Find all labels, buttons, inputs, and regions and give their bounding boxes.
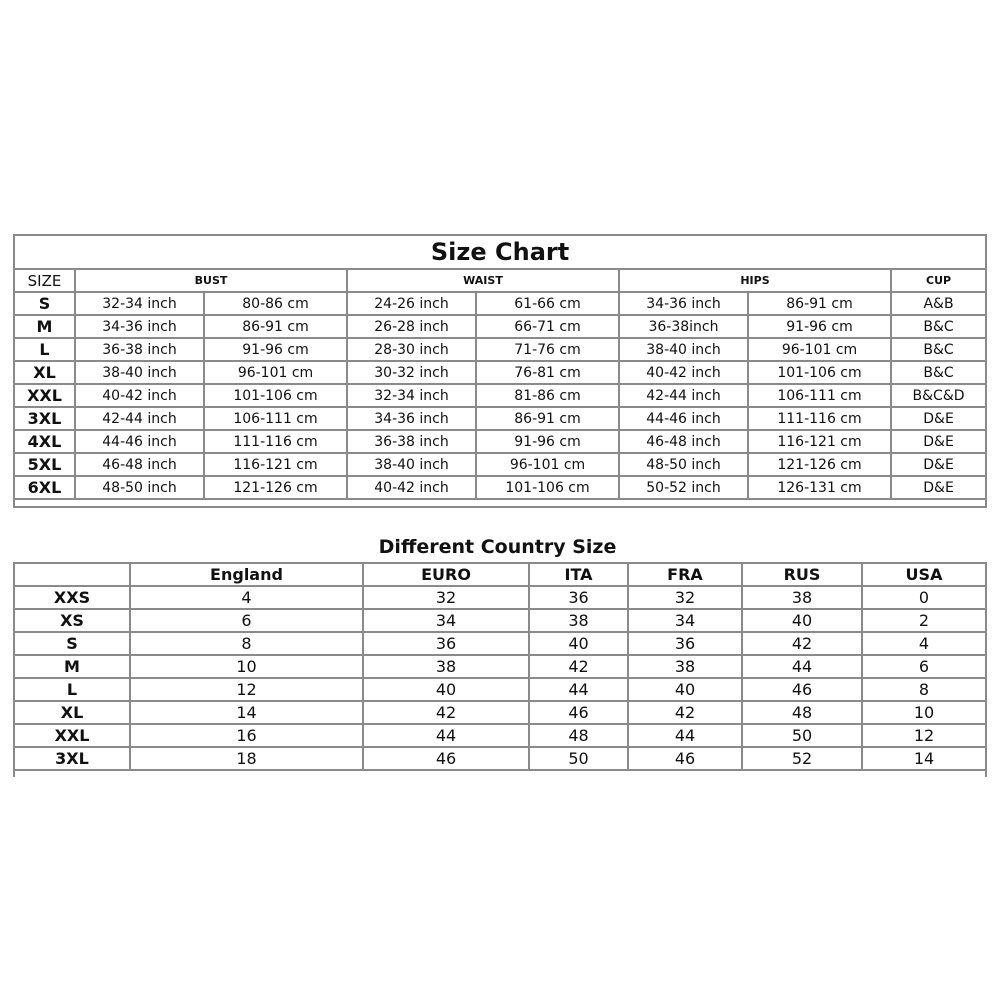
hips-cm-cell: 101-106 cm xyxy=(748,361,891,384)
country-column-header: USA xyxy=(862,563,986,586)
country-size-label-cell: XS xyxy=(14,609,130,632)
country-size-value-cell: 46 xyxy=(363,747,529,770)
size-chart-row xyxy=(14,476,986,499)
country-size-row xyxy=(14,609,986,632)
waist-inch-cell: 36-38 inch xyxy=(347,430,476,453)
hips-cm-cell: 111-116 cm xyxy=(748,407,891,430)
country-size-row xyxy=(14,655,986,678)
country-size-label-cell: S xyxy=(14,632,130,655)
country-size-value-cell: 36 xyxy=(363,632,529,655)
country-size-value-cell: 42 xyxy=(529,655,628,678)
bust-cm-cell: 91-96 cm xyxy=(204,338,347,361)
cup-cell: B&C&D xyxy=(891,384,986,407)
country-size-value-cell: 44 xyxy=(529,678,628,701)
bust-cm-cell: 121-126 cm xyxy=(204,476,347,499)
waist-cm-cell: 91-96 cm xyxy=(476,430,619,453)
hips-inch-cell: 38-40 inch xyxy=(619,338,748,361)
country-size-label-cell: L xyxy=(14,678,130,701)
country-size-value-cell: 40 xyxy=(529,632,628,655)
country-size-value-cell: 12 xyxy=(130,678,363,701)
country-size-value-cell: 42 xyxy=(628,701,742,724)
country-size-bottom-spacer xyxy=(14,770,986,777)
bust-cm-cell: 116-121 cm xyxy=(204,453,347,476)
country-size-label-cell: XL xyxy=(14,701,130,724)
bust-inch-cell: 46-48 inch xyxy=(75,453,204,476)
hips-inch-cell: 48-50 inch xyxy=(619,453,748,476)
size-chart-bottom-spacer-cell xyxy=(14,499,986,507)
hips-cm-cell: 96-101 cm xyxy=(748,338,891,361)
country-size-value-cell: 8 xyxy=(862,678,986,701)
waist-inch-cell: 40-42 inch xyxy=(347,476,476,499)
country-size-label-cell: 3XL xyxy=(14,747,130,770)
size-column-header: SIZE xyxy=(14,269,75,292)
country-size-value-cell: 46 xyxy=(628,747,742,770)
country-size-value-cell: 8 xyxy=(130,632,363,655)
country-size-value-cell: 18 xyxy=(130,747,363,770)
size-cell: L xyxy=(14,338,75,361)
country-size-value-cell: 48 xyxy=(529,724,628,747)
size-cell: XL xyxy=(14,361,75,384)
cup-cell: B&C xyxy=(891,338,986,361)
country-size-value-cell: 32 xyxy=(363,586,529,609)
country-size-value-cell: 52 xyxy=(742,747,862,770)
hips-cm-cell: 91-96 cm xyxy=(748,315,891,338)
size-chart-row xyxy=(14,430,986,453)
country-size-value-cell: 38 xyxy=(628,655,742,678)
bust-inch-cell: 44-46 inch xyxy=(75,430,204,453)
country-column-header: ITA xyxy=(529,563,628,586)
waist-cm-cell: 66-71 cm xyxy=(476,315,619,338)
country-size-value-cell: 16 xyxy=(130,724,363,747)
hips-inch-cell: 46-48 inch xyxy=(619,430,748,453)
waist-column-header: WAIST xyxy=(347,269,619,292)
country-size-bottom-spacer-cell xyxy=(14,770,986,777)
country-size-value-cell: 40 xyxy=(628,678,742,701)
hips-cm-cell: 126-131 cm xyxy=(748,476,891,499)
waist-cm-cell: 81-86 cm xyxy=(476,384,619,407)
bust-cm-cell: 111-116 cm xyxy=(204,430,347,453)
country-size-label-cell: XXS xyxy=(14,586,130,609)
cup-cell: B&C xyxy=(891,315,986,338)
hips-column-header: HIPS xyxy=(619,269,891,292)
country-size-row xyxy=(14,701,986,724)
hips-inch-cell: 36-38inch xyxy=(619,315,748,338)
bust-inch-cell: 32-34 inch xyxy=(75,292,204,315)
hips-inch-cell: 50-52 inch xyxy=(619,476,748,499)
country-size-table xyxy=(13,562,987,777)
country-size-value-cell: 4 xyxy=(130,586,363,609)
size-chart-row xyxy=(14,292,986,315)
country-size-value-cell: 0 xyxy=(862,586,986,609)
country-size-row xyxy=(14,747,986,770)
country-size-value-cell: 44 xyxy=(742,655,862,678)
size-cell: 4XL xyxy=(14,430,75,453)
hips-inch-cell: 44-46 inch xyxy=(619,407,748,430)
country-size-row xyxy=(14,724,986,747)
country-column-header: RUS xyxy=(742,563,862,586)
country-column-header: EURO xyxy=(363,563,529,586)
waist-cm-cell: 71-76 cm xyxy=(476,338,619,361)
country-size-value-cell: 46 xyxy=(529,701,628,724)
size-cell: S xyxy=(14,292,75,315)
cup-column-header: CUP xyxy=(891,269,986,292)
size-cell: 5XL xyxy=(14,453,75,476)
bust-column-header: BUST xyxy=(75,269,347,292)
country-size-value-cell: 50 xyxy=(742,724,862,747)
hips-inch-cell: 34-36 inch xyxy=(619,292,748,315)
size-cell: 3XL xyxy=(14,407,75,430)
country-size-value-cell: 38 xyxy=(529,609,628,632)
country-size-corner-cell xyxy=(14,563,130,586)
country-size-label-cell: XXL xyxy=(14,724,130,747)
hips-cm-cell: 116-121 cm xyxy=(748,430,891,453)
hips-cm-cell: 86-91 cm xyxy=(748,292,891,315)
waist-inch-cell: 28-30 inch xyxy=(347,338,476,361)
size-chart-title: Size Chart xyxy=(14,235,986,269)
country-size-value-cell: 38 xyxy=(742,586,862,609)
waist-inch-cell: 32-34 inch xyxy=(347,384,476,407)
bust-inch-cell: 38-40 inch xyxy=(75,361,204,384)
waist-cm-cell: 76-81 cm xyxy=(476,361,619,384)
cup-cell: D&E xyxy=(891,453,986,476)
cup-cell: D&E xyxy=(891,407,986,430)
cup-cell: D&E xyxy=(891,476,986,499)
country-size-value-cell: 38 xyxy=(363,655,529,678)
country-size-value-cell: 36 xyxy=(529,586,628,609)
country-size-value-cell: 50 xyxy=(529,747,628,770)
waist-inch-cell: 30-32 inch xyxy=(347,361,476,384)
waist-inch-cell: 24-26 inch xyxy=(347,292,476,315)
country-size-row xyxy=(14,632,986,655)
country-size-row xyxy=(14,678,986,701)
country-column-header: FRA xyxy=(628,563,742,586)
country-size-value-cell: 44 xyxy=(363,724,529,747)
country-size-value-cell: 32 xyxy=(628,586,742,609)
waist-cm-cell: 101-106 cm xyxy=(476,476,619,499)
cup-cell: D&E xyxy=(891,430,986,453)
country-size-value-cell: 14 xyxy=(130,701,363,724)
country-size-value-cell: 4 xyxy=(862,632,986,655)
waist-inch-cell: 26-28 inch xyxy=(347,315,476,338)
hips-cm-cell: 106-111 cm xyxy=(748,384,891,407)
country-size-value-cell: 14 xyxy=(862,747,986,770)
size-cell: 6XL xyxy=(14,476,75,499)
size-chart-bottom-spacer xyxy=(14,499,986,507)
size-cell: XXL xyxy=(14,384,75,407)
bust-inch-cell: 40-42 inch xyxy=(75,384,204,407)
bust-cm-cell: 96-101 cm xyxy=(204,361,347,384)
bust-inch-cell: 42-44 inch xyxy=(75,407,204,430)
size-cell: M xyxy=(14,315,75,338)
country-size-value-cell: 10 xyxy=(130,655,363,678)
country-size-value-cell: 6 xyxy=(130,609,363,632)
country-size-value-cell: 46 xyxy=(742,678,862,701)
country-size-value-cell: 40 xyxy=(363,678,529,701)
country-column-header: England xyxy=(130,563,363,586)
hips-cm-cell: 121-126 cm xyxy=(748,453,891,476)
country-size-value-cell: 36 xyxy=(628,632,742,655)
country-size-value-cell: 2 xyxy=(862,609,986,632)
cup-cell: A&B xyxy=(891,292,986,315)
country-size-title: Different Country Size xyxy=(378,536,617,558)
country-size-value-cell: 44 xyxy=(628,724,742,747)
country-size-value-cell: 34 xyxy=(628,609,742,632)
bust-inch-cell: 34-36 inch xyxy=(75,315,204,338)
country-size-value-cell: 42 xyxy=(363,701,529,724)
cup-cell: B&C xyxy=(891,361,986,384)
bust-cm-cell: 80-86 cm xyxy=(204,292,347,315)
waist-inch-cell: 38-40 inch xyxy=(347,453,476,476)
bust-inch-cell: 48-50 inch xyxy=(75,476,204,499)
size-chart-row xyxy=(14,453,986,476)
country-size-value-cell: 40 xyxy=(742,609,862,632)
bust-cm-cell: 86-91 cm xyxy=(204,315,347,338)
country-size-label-cell: M xyxy=(14,655,130,678)
size-chart-row xyxy=(14,384,986,407)
country-size-value-cell: 6 xyxy=(862,655,986,678)
hips-inch-cell: 40-42 inch xyxy=(619,361,748,384)
waist-cm-cell: 61-66 cm xyxy=(476,292,619,315)
hips-inch-cell: 42-44 inch xyxy=(619,384,748,407)
size-chart-table xyxy=(13,234,987,508)
size-chart-row xyxy=(14,315,986,338)
country-size-value-cell: 42 xyxy=(742,632,862,655)
waist-inch-cell: 34-36 inch xyxy=(347,407,476,430)
country-size-value-cell: 34 xyxy=(363,609,529,632)
size-chart-header-row xyxy=(14,269,986,292)
size-chart-row xyxy=(14,338,986,361)
waist-cm-cell: 96-101 cm xyxy=(476,453,619,476)
country-size-value-cell: 48 xyxy=(742,701,862,724)
waist-cm-cell: 86-91 cm xyxy=(476,407,619,430)
bust-cm-cell: 106-111 cm xyxy=(204,407,347,430)
bust-cm-cell: 101-106 cm xyxy=(204,384,347,407)
country-size-value-cell: 12 xyxy=(862,724,986,747)
bust-inch-cell: 36-38 inch xyxy=(75,338,204,361)
size-chart-row xyxy=(14,407,986,430)
country-size-value-cell: 10 xyxy=(862,701,986,724)
country-size-header-row xyxy=(14,563,986,586)
size-chart-row xyxy=(14,361,986,384)
country-size-row xyxy=(14,586,986,609)
